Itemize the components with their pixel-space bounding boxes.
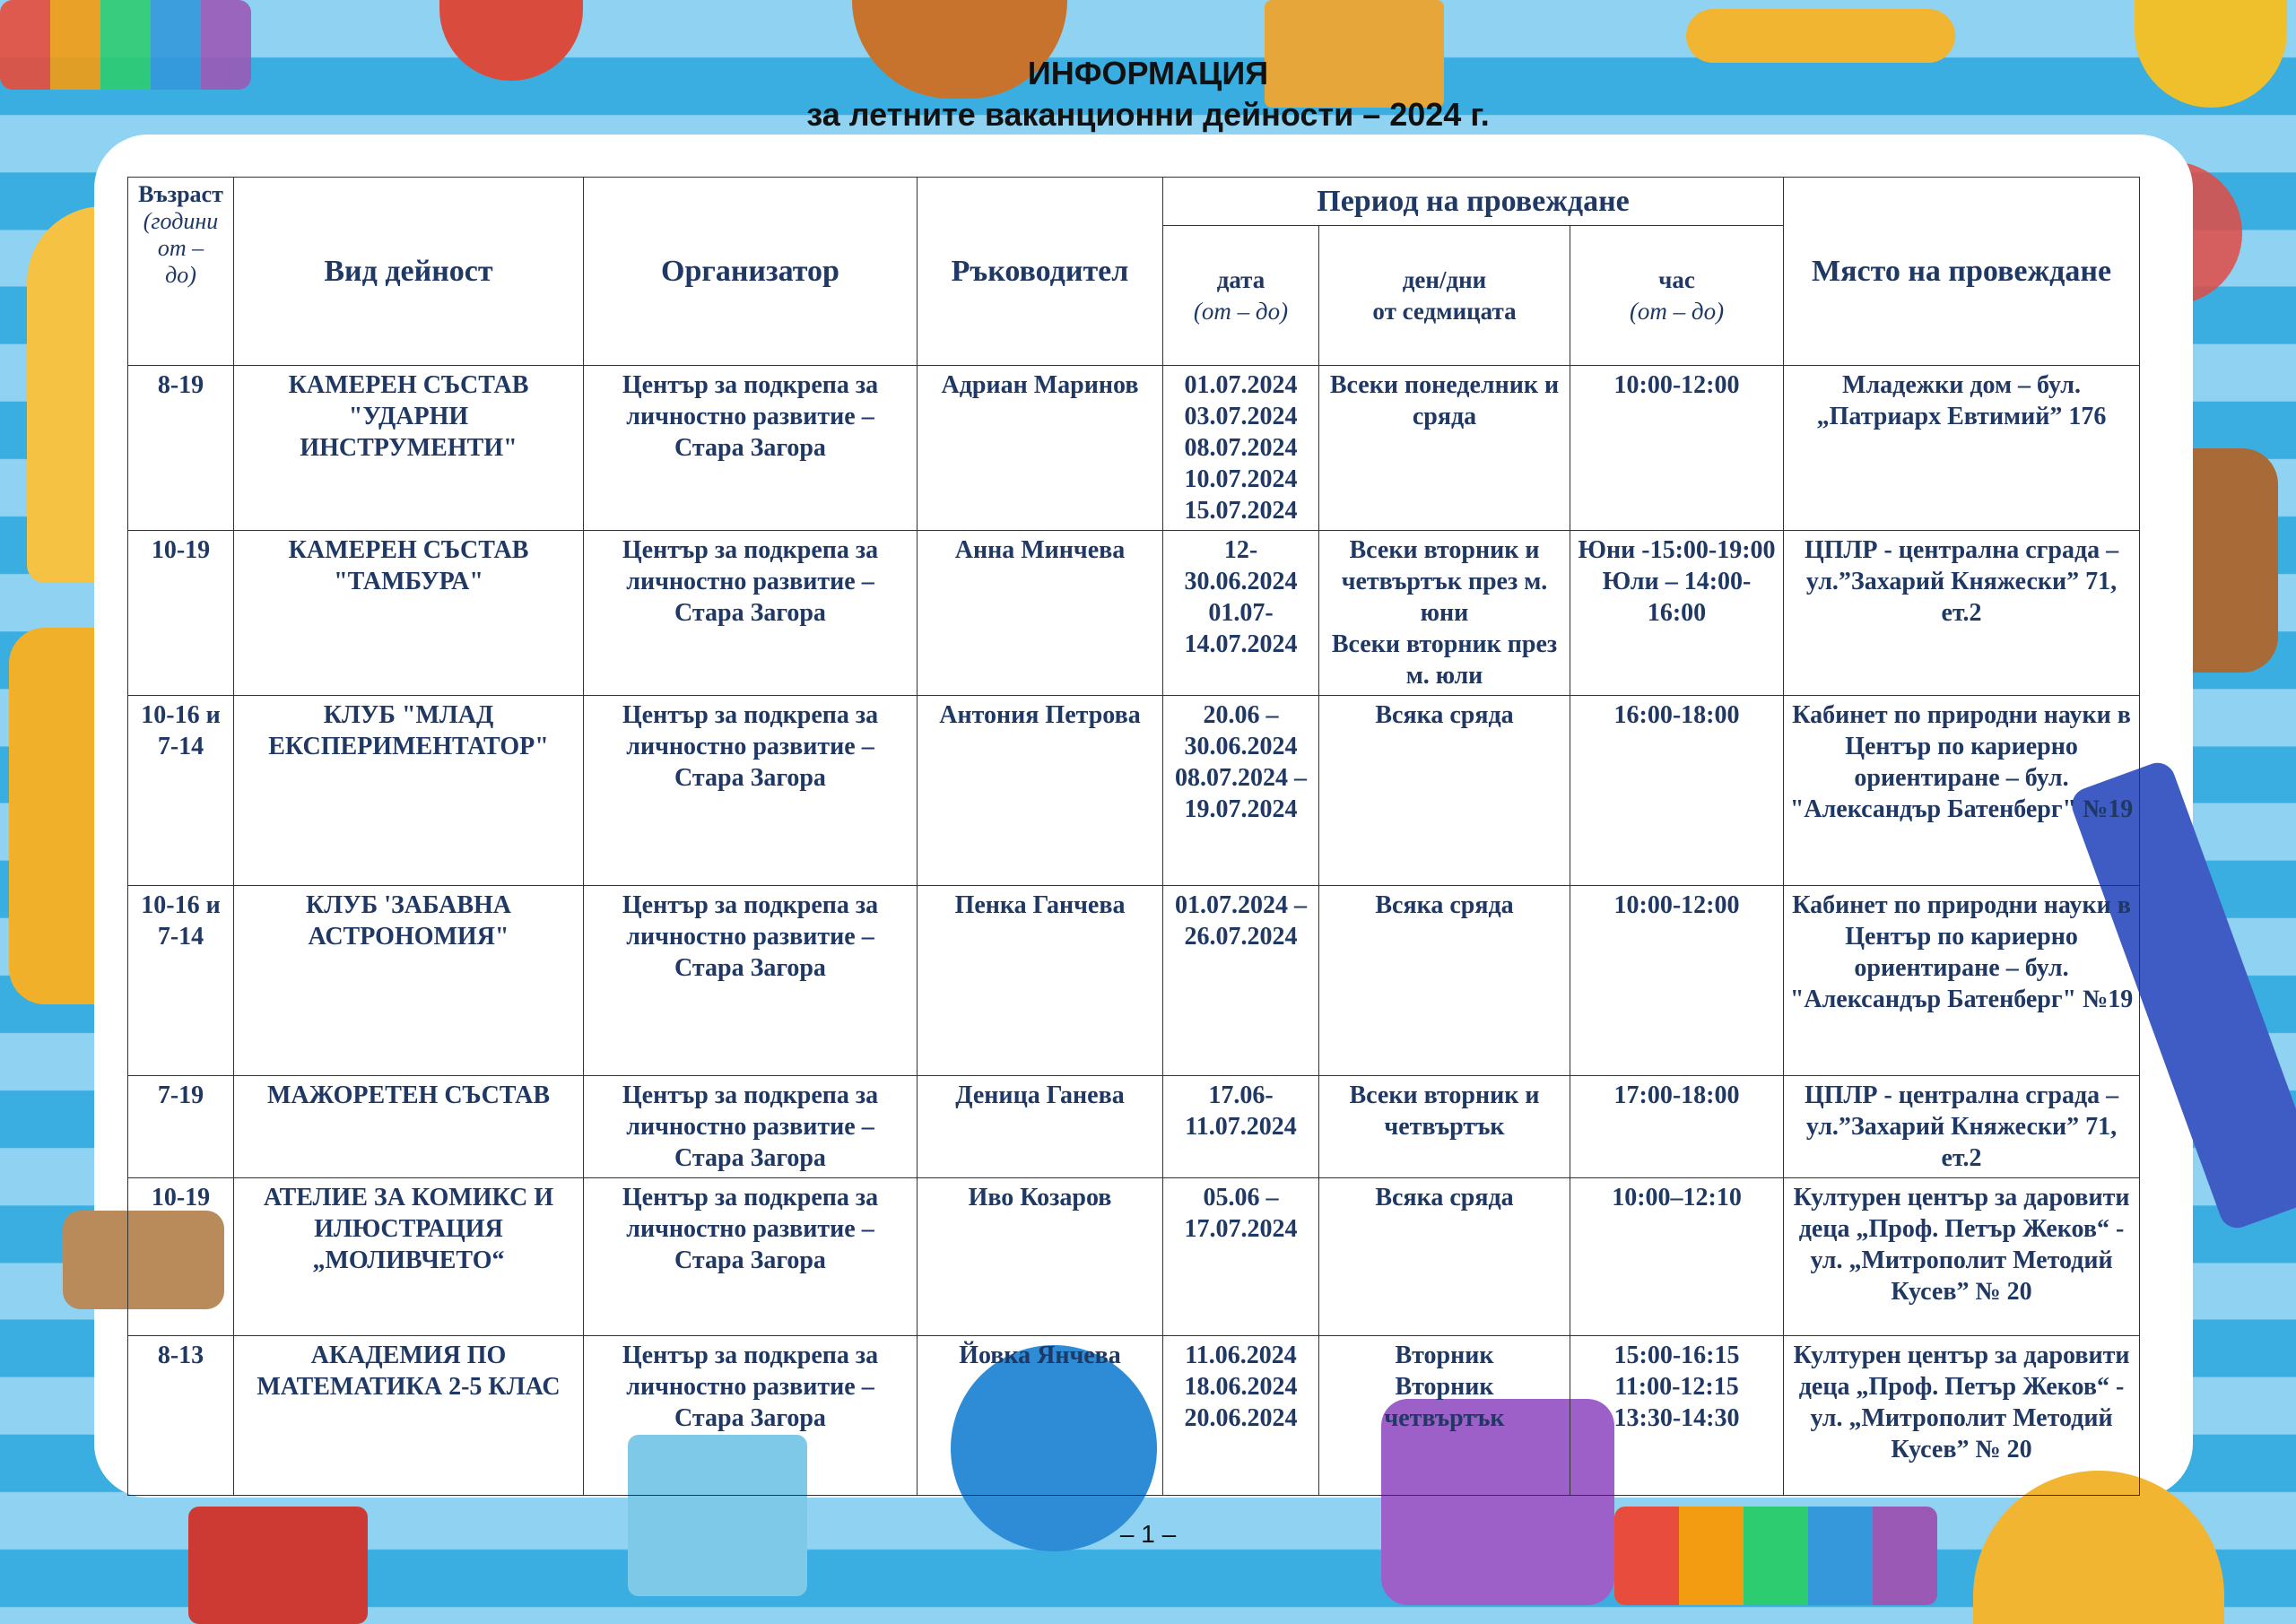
header-date: дата (от – до)	[1163, 226, 1319, 366]
cell-activity: КАМЕРЕН СЪСТАВ "ТАМБУРА"	[234, 531, 584, 696]
cell-place: Културен център за даровити деца „Проф. Петър Жеков“ - ул. „Митрополит Методий Кусев” № 20	[1784, 1178, 2140, 1336]
table-row	[128, 1076, 2140, 1178]
cell-date: 11.06.2024 18.06.2024 20.06.2024	[1163, 1336, 1319, 1496]
table-row	[128, 531, 2140, 696]
cell-place: Културен център за даровити деца „Проф. Петър Жеков“ - ул. „Митрополит Методий Кусев” № 20	[1784, 1336, 2140, 1496]
cell-organizer: Център за подкрепа за личностно развитие – Стара Загора	[584, 531, 918, 696]
document-title: ИНФОРМАЦИЯ	[1027, 55, 1269, 91]
table-row	[128, 696, 2140, 886]
table-row	[128, 1336, 2140, 1496]
cell-organizer: Център за подкрепа за личностно развитие – Стара Загора	[584, 1178, 918, 1336]
cell-leader: Адриан Маринов	[918, 366, 1163, 531]
cell-date: 17.06-11.07.2024	[1163, 1076, 1319, 1178]
document-subtitle: за летните ваканционни дейности – 2024 г.	[806, 96, 1490, 133]
header-place: Място на провеждане	[1784, 178, 2140, 366]
table-row	[128, 1178, 2140, 1336]
cell-days: Всяка сряда	[1319, 1178, 1570, 1336]
cell-activity: КЛУБ "МЛАД ЕКСПЕРИМЕНТАТОР"	[234, 696, 584, 886]
page-number: – 1 –	[1119, 1520, 1177, 1548]
cell-activity: КЛУБ 'ЗАБАВНА АСТРОНОМИЯ"	[234, 886, 584, 1076]
cell-date: 01.07.2024 03.07.2024 08.07.2024 10.07.2024 15.07.2024	[1163, 366, 1319, 531]
cell-hour: 10:00-12:00	[1570, 886, 1784, 1076]
cell-hour: 16:00-18:00	[1570, 696, 1784, 886]
cell-hour: Юни -15:00-19:00 Юли – 14:00-16:00	[1570, 531, 1784, 696]
table-row	[128, 886, 2140, 1076]
cell-organizer: Център за подкрепа за личностно развитие – Стара Загора	[584, 696, 918, 886]
header-age: Възраст (години от – до)	[128, 178, 234, 366]
cell-days: Всеки понеделник и сряда	[1319, 366, 1570, 531]
cell-days: Всяка сряда	[1319, 696, 1570, 886]
cell-place: Кабинет по природни науки в Център по кариерно ориентиране – бул. "Александър Батенберг" №19	[1784, 696, 2140, 886]
cell-age: 8-13	[128, 1336, 234, 1496]
cell-age: 10-16 и 7-14	[128, 696, 234, 886]
cell-age: 10-19	[128, 531, 234, 696]
cell-leader: Иво Козаров	[918, 1178, 1163, 1336]
cell-hour: 17:00-18:00	[1570, 1076, 1784, 1178]
cell-organizer: Център за подкрепа за личностно развитие – Стара Загора	[584, 886, 918, 1076]
header-leader: Ръководител	[918, 178, 1163, 366]
table-row	[128, 366, 2140, 531]
cell-organizer: Център за подкрепа за личностно развитие – Стара Загора	[584, 1076, 918, 1178]
cell-leader: Пенка Ганчева	[918, 886, 1163, 1076]
activities-table	[127, 177, 2140, 1496]
header-hour: час (от – до)	[1570, 226, 1784, 366]
cell-leader: Деница Ганева	[918, 1076, 1163, 1178]
cell-age: 10-19	[128, 1178, 234, 1336]
cell-date: 05.06 – 17.07.2024	[1163, 1178, 1319, 1336]
cell-organizer: Център за подкрепа за личностно развитие – Стара Загора	[584, 1336, 918, 1496]
cell-days: Всяка сряда	[1319, 886, 1570, 1076]
cell-leader: Йовка Янчева	[918, 1336, 1163, 1496]
cell-date: 20.06 – 30.06.2024 08.07.2024 – 19.07.2024	[1163, 696, 1319, 886]
cell-place: Младежки дом – бул. „Патриарх Евтимий” 176	[1784, 366, 2140, 531]
cell-hour: 10:00–12:10	[1570, 1178, 1784, 1336]
header-period: Период на провеждане	[1163, 178, 1784, 226]
cell-leader: Анна Минчева	[918, 531, 1163, 696]
cell-days: Вторник Вторник четвъртък	[1319, 1336, 1570, 1496]
cell-days: Всеки вторник и четвъртък	[1319, 1076, 1570, 1178]
cell-hour: 10:00-12:00	[1570, 366, 1784, 531]
cell-hour: 15:00-16:15 11:00-12:15 13:30-14:30	[1570, 1336, 1784, 1496]
header-days: ден/дни от седмицата	[1319, 226, 1570, 366]
cell-activity: МАЖОРЕТЕН СЪСТАВ	[234, 1076, 584, 1178]
cell-age: 10-16 и 7-14	[128, 886, 234, 1076]
cell-activity: АКАДЕМИЯ ПО МАТЕМАТИКА 2-5 КЛАС	[234, 1336, 584, 1496]
cell-place: Кабинет по природни науки в Център по кариерно ориентиране – бул. "Александър Батенберг" №19	[1784, 886, 2140, 1076]
cell-date: 12-30.06.2024 01.07-14.07.2024	[1163, 531, 1319, 696]
cell-days: Всеки вторник и четвъртък през м. юни Всеки вторник през м. юли	[1319, 531, 1570, 696]
cell-age: 8-19	[128, 366, 234, 531]
cell-age: 7-19	[128, 1076, 234, 1178]
cell-date: 01.07.2024 – 26.07.2024	[1163, 886, 1319, 1076]
cell-organizer: Център за подкрепа за личностно развитие – Стара Загора	[584, 366, 918, 531]
cell-activity: АТЕЛИЕ ЗА КОМИКС И ИЛЮСТРАЦИЯ „МОЛИВЧЕТО“	[234, 1178, 584, 1336]
cell-leader: Антония Петрова	[918, 696, 1163, 886]
header-organizer: Организатор	[584, 178, 918, 366]
cell-activity: КАМЕРЕН СЪСТАВ "УДАРНИ ИНСТРУМЕНТИ"	[234, 366, 584, 531]
header-activity: Вид дейност	[234, 178, 584, 366]
cell-place: ЦПЛР - централна сграда – ул.”Захарий Княжески” 71, ет.2	[1784, 1076, 2140, 1178]
cell-place: ЦПЛР - централна сграда – ул.”Захарий Княжески” 71, ет.2	[1784, 531, 2140, 696]
